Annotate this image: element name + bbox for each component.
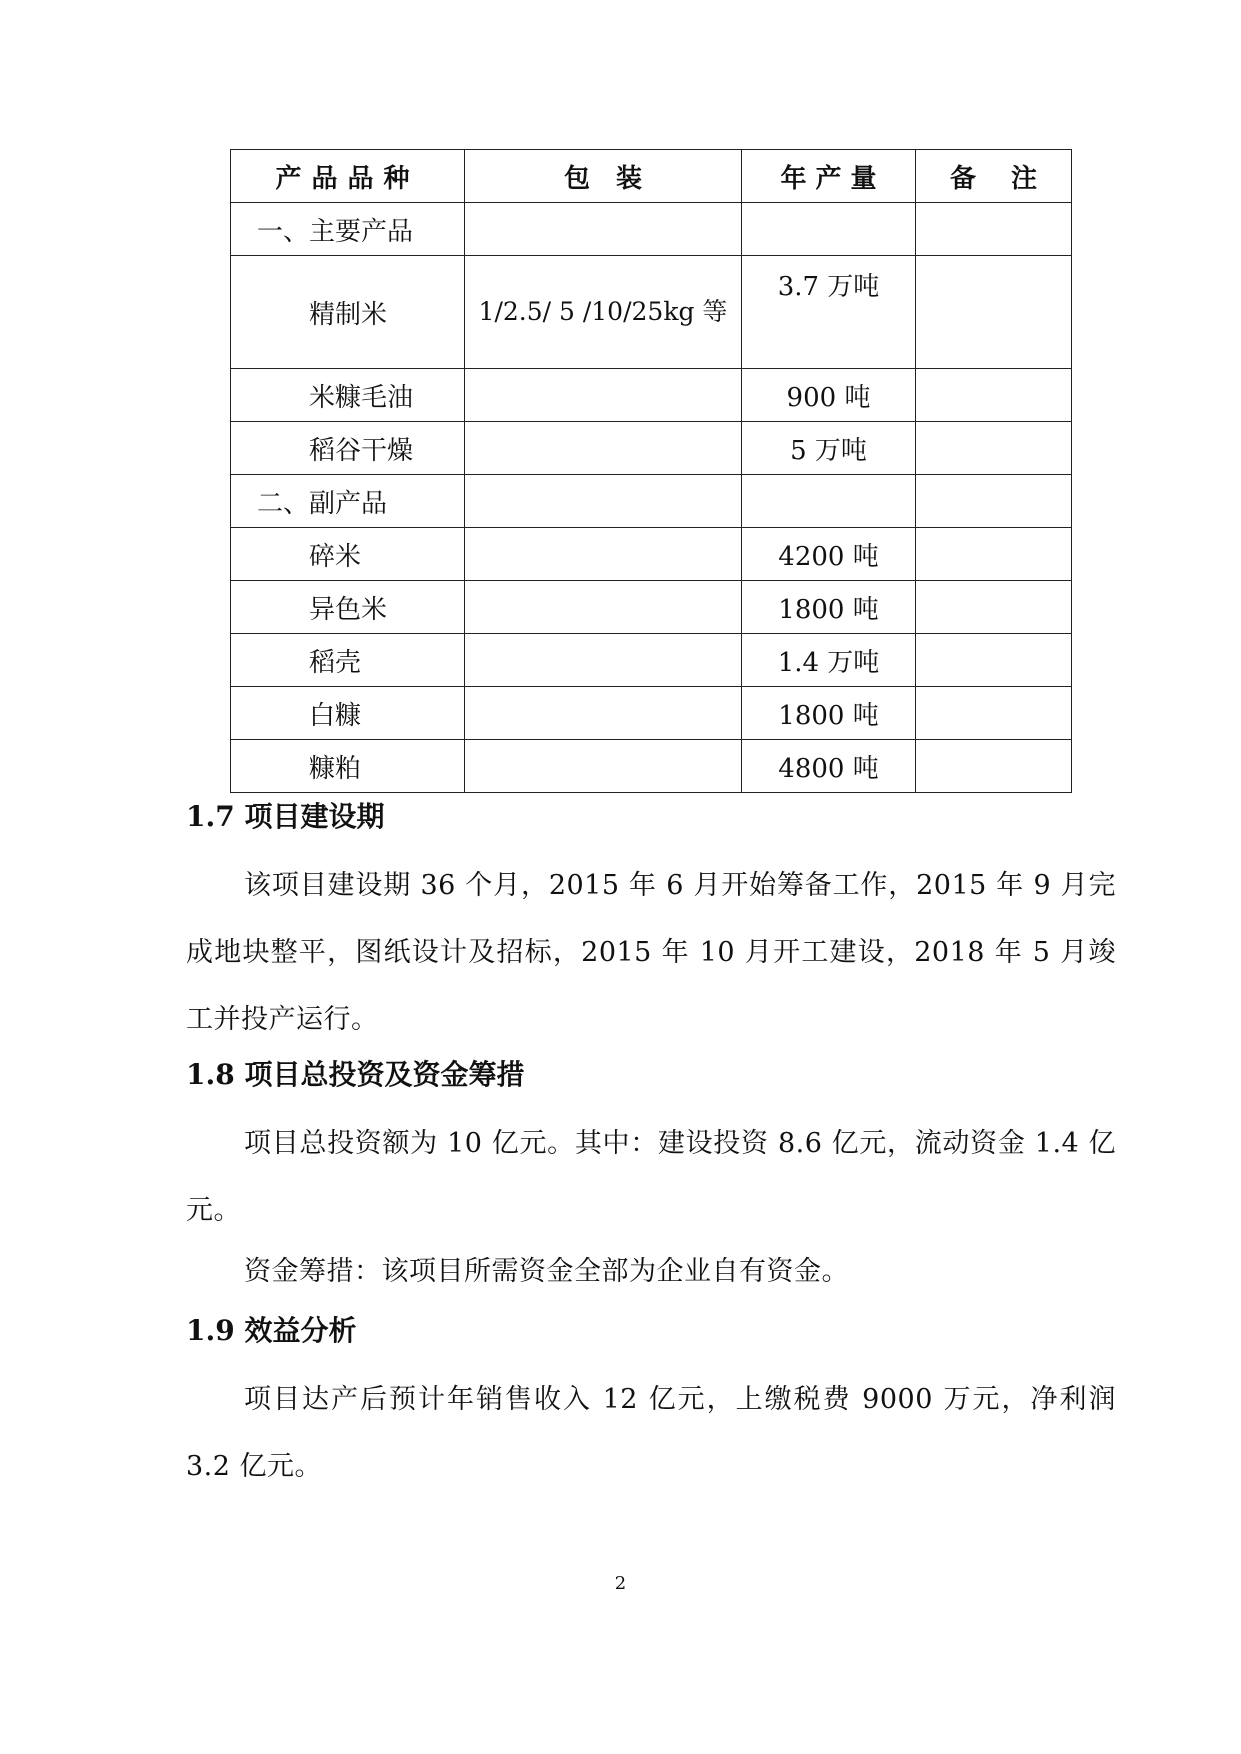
packaging-spec [465,687,742,740]
remarks [916,687,1072,740]
product-name: 异色米 [231,581,465,634]
product-name: 精制米 [231,256,465,369]
product-name: 稻谷干燥 [231,422,465,475]
header-annual-output: 年 产 量 [742,150,916,203]
table-row [231,369,1072,422]
section-heading-construction-period: 1.7 项目建设期 [186,800,385,833]
remarks [916,369,1072,422]
table-row [231,528,1072,581]
table-row [231,634,1072,687]
table-header-row [231,150,1072,203]
remarks [916,740,1072,793]
section-title-by-products: 二、副产品 [231,475,465,528]
remarks [916,256,1072,369]
table-row [231,256,1072,369]
annual-output: 1.4 万吨 [742,634,916,687]
table-row [231,740,1072,793]
header-packaging: 包 装 [465,150,742,203]
annual-output: 900 吨 [742,369,916,422]
remarks [916,634,1072,687]
packaging-spec [465,422,742,475]
table-row [231,422,1072,475]
remarks [916,581,1072,634]
remarks [916,528,1072,581]
packaging-spec [465,740,742,793]
table-row [231,581,1072,634]
section-title-main-products: 一、主要产品 [231,203,465,256]
header-remarks: 备 注 [916,150,1072,203]
table-row [231,687,1072,740]
annual-output: 1800 吨 [742,581,916,634]
section-heading-benefit-analysis: 1.9 效益分析 [186,1314,357,1347]
paragraph-investment: 项目总投资额为 10 亿元。其中：建设投资 8.6 亿元，流动资金 1.4 亿元。 [186,1128,1116,1226]
product-name: 米糠毛油 [231,369,465,422]
packaging-spec [465,528,742,581]
annual-output: 3.7 万吨 [742,256,916,369]
paragraph-benefit-analysis: 项目达产后预计年销售收入 12 亿元，上缴税费 9000 万元，净利润 3.2 亿元。 [186,1384,1116,1482]
annual-output: 4200 吨 [742,528,916,581]
product-name: 稻壳 [231,634,465,687]
remarks [916,422,1072,475]
table-section-row [231,203,1072,256]
packaging-spec: 1/2.5/ 5 /10/25kg 等 [465,256,742,369]
header-product-type: 产品品种 [231,150,465,203]
paragraph-construction-period: 该项目建设期 36 个月，2015 年 6 月开始筹备工作，2015 年 9 月完成地块整平，图纸设计及招标，2015 年 10 月开工建设，2018 年 5 月竣工并投产运行。 [186,870,1116,1035]
product-name: 糠粕 [231,740,465,793]
page-number: 2 [614,1573,627,1594]
table-section-row [231,475,1072,528]
paragraph-funding: 资金筹措：该项目所需资金全部为企业自有资金。 [244,1256,849,1287]
section-heading-investment: 1.8 项目总投资及资金筹措 [186,1058,525,1091]
product-name: 碎米 [231,528,465,581]
packaging-spec [465,581,742,634]
annual-output: 4800 吨 [742,740,916,793]
annual-output: 5 万吨 [742,422,916,475]
packaging-spec [465,634,742,687]
packaging-spec [465,369,742,422]
annual-output: 1800 吨 [742,687,916,740]
product-name: 白糠 [231,687,465,740]
product-output-table [230,149,1072,793]
